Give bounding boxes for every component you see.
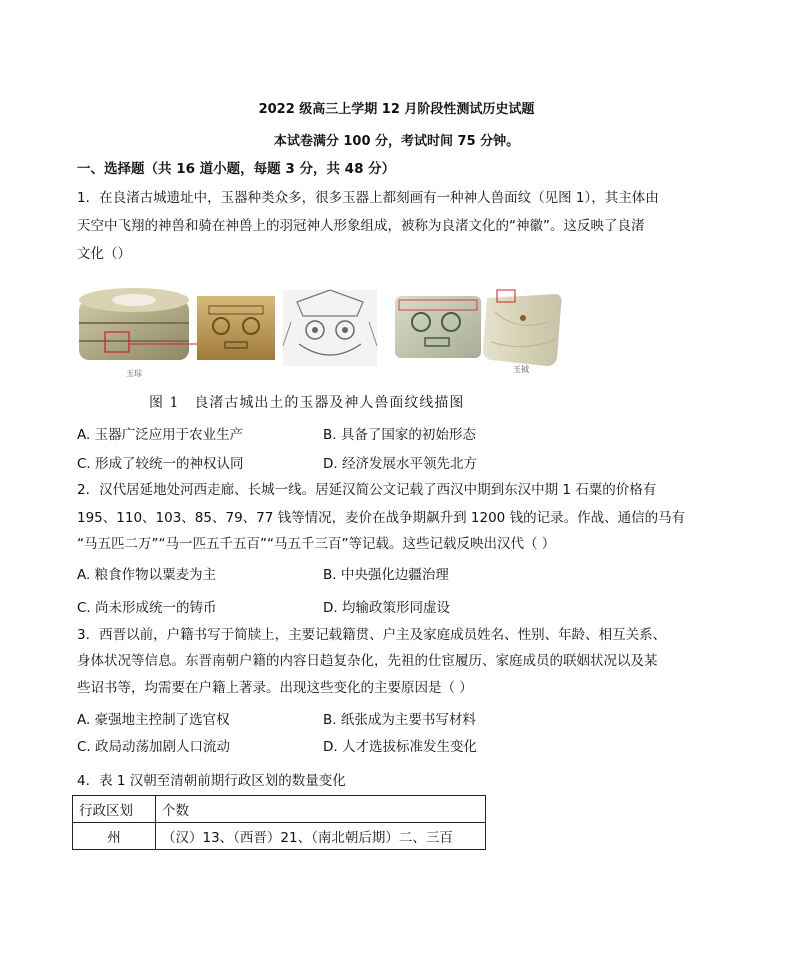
q3-option-b[interactable]: B. 纸张成为主要书写材料 [323,712,476,728]
q2-option-c[interactable]: C. 尚未形成统一的铸币 [77,600,217,616]
table-header-region: 行政区划 [73,796,156,823]
q2-option-d[interactable]: D. 均输政策形同虚设 [323,600,450,616]
table-cell-region: 州 [73,823,156,850]
question-2-line-2: 195、110、103、85、79、77 钱等情况，麦价在战争期飙升到 1200 钱的记录。作战、通信的马有 [77,510,686,526]
face-detail-icon [197,296,275,360]
divine-emblem-drawing-icon [283,290,377,366]
figure-1-caption: 图 1 良渚古城出土的玉器及神人兽面纹线描图 [149,395,465,411]
question-1-line-2: 天空中飞翔的神兽和骑在神兽上的羽冠神人形象组成，被称为良渚文化的“神徽”。这反映了良渚 [77,218,645,234]
table-cell-count: （汉）13、（西晋）21、（南北朝后期）二、三百 [156,823,486,850]
table-header-row [73,796,486,823]
question-3-line-1: 3．西晋以前，户籍书写于简牍上，主要记载籍贯、户主及家庭成员姓名、性别、年龄、相互关系、 [77,627,667,643]
q1-option-c[interactable]: C. 形成了较统一的神权认同 [77,456,244,472]
jade-axe-label: 玉钺 [513,365,529,374]
q1-option-a[interactable]: A. 玉器广泛应用于农业生产 [77,427,244,443]
question-1-line-3: 文化（） [77,246,131,262]
q1-option-d[interactable]: D. 经济发展水平领先北方 [323,456,477,472]
exam-subtitle: 本试卷满分 100 分，考试时间 75 分钟。 [273,134,520,149]
jade-face-icon [395,296,481,358]
jade-cong-icon [79,288,197,360]
question-3-line-2: 身体状况等信息。东晋南朝户籍的内容日趋复杂化，先祖的仕宦履历、家庭成员的联姻状况以及某 [77,653,658,669]
question-4-line-1: 4．表 1 汉朝至清朝前期行政区划的数量变化 [77,773,346,789]
q3-option-d[interactable]: D. 人才选拔标准发生变化 [323,739,477,755]
table-header-count: 个数 [156,796,486,823]
table-row [73,823,486,850]
question-2-line-3: “马五匹二万”“马一匹五千五百”“马五千三百”等记载。这些记载反映出汉代（ ） [77,536,556,552]
question-2-line-1: 2．汉代居延地处河西走廊、长城一线。居延汉简公文记载了西汉中期到东汉中期 1 石粟的价格有 [77,482,657,498]
jade-axe-icon [483,290,562,366]
jade-artifacts-illustration [77,282,563,378]
q2-option-a[interactable]: A. 粮食作物以粟麦为主 [77,567,217,583]
table-1 [72,795,486,850]
exam-title: 2022 级高三上学期 12 月阶段性测试历史试题 [258,102,535,117]
figure-1-image-strip [77,282,563,378]
question-3-line-3: 些诏书等，均需要在户籍上著录。出现这些变化的主要原因是（ ） [77,680,473,696]
question-1-line-1: 1．在良渚古城遗址中，玉器种类众多，很多玉器上都刻画有一种神人兽面纹（见图 1），其主体由 [77,190,659,206]
q3-option-c[interactable]: C. 政局动荡加剧人口流动 [77,739,231,755]
q2-option-b[interactable]: B. 中央强化边疆治理 [323,567,449,583]
section-heading: 一、选择题（共 16 道小题，每题 3 分，共 48 分） [77,161,396,177]
jade-cong-label: 玉琮 [126,369,142,378]
q1-option-b[interactable]: B. 具备了国家的初始形态 [323,427,476,443]
q3-option-a[interactable]: A. 豪强地主控制了选官权 [77,712,230,728]
